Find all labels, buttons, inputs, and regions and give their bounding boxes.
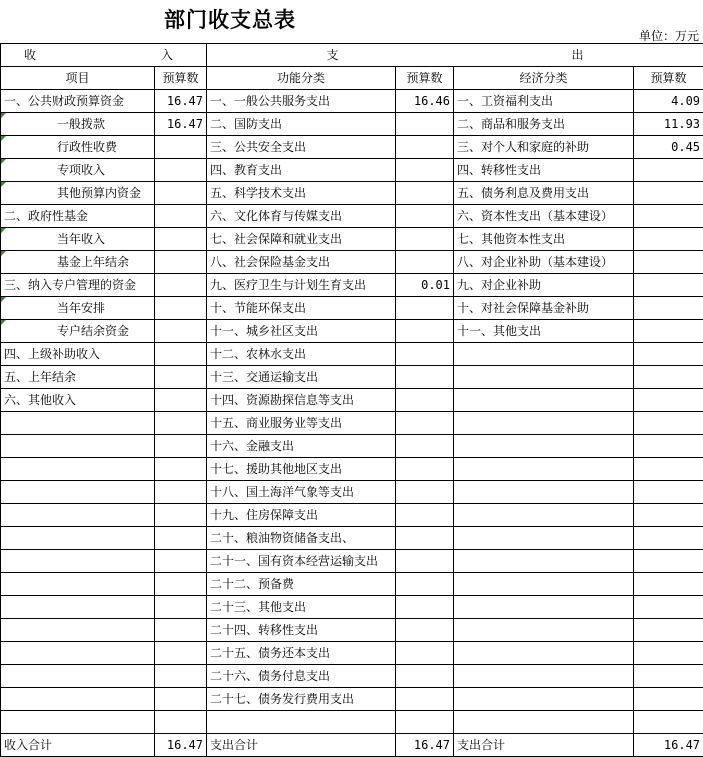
income-budget-cell (155, 182, 207, 205)
econ-item-cell: 九、对企业补助 (454, 274, 634, 297)
income-budget-cell (155, 389, 207, 412)
econ-class-header: 经济分类 (454, 67, 634, 90)
income-item-cell (1, 527, 155, 550)
econ-item-cell (454, 619, 634, 642)
func-budget-cell (396, 688, 454, 711)
func-item-cell (207, 711, 396, 734)
income-budget-cell (155, 642, 207, 665)
econ-budget-cell (634, 366, 703, 389)
income-item-cell: 一、公共财政预算资金 (1, 90, 155, 113)
income-budget-cell (155, 481, 207, 504)
econ-total-label: 支出合计 (454, 734, 634, 757)
econ-budget-cell (634, 182, 703, 205)
table-row (1, 527, 703, 550)
func-budget-cell (396, 159, 454, 182)
table-row (1, 228, 703, 251)
econ-budget-cell (634, 389, 703, 412)
func-item-cell: 十七、援助其他地区支出 (207, 458, 396, 481)
table-row (1, 596, 703, 619)
func-item-cell: 十二、农林水支出 (207, 343, 396, 366)
income-budget-cell (155, 228, 207, 251)
econ-budget-cell (634, 550, 703, 573)
func-budget-cell (396, 573, 454, 596)
income-budget-cell (155, 274, 207, 297)
income-header (1, 44, 207, 67)
income-item-cell (1, 642, 155, 665)
budget-table (0, 43, 703, 757)
table-row (1, 90, 703, 113)
econ-item-cell (454, 435, 634, 458)
income-item-cell: 专户结余资金 (1, 320, 155, 343)
func-budget-cell: 16.46 (396, 90, 454, 113)
func-total-value: 16.47 (396, 734, 454, 757)
econ-budget-cell (634, 573, 703, 596)
func-budget-cell (396, 320, 454, 343)
income-item-cell (1, 458, 155, 481)
table-row (1, 159, 703, 182)
table-row (1, 458, 703, 481)
econ-item-cell (454, 665, 634, 688)
func-item-cell: 十八、国土海洋气象等支出 (207, 481, 396, 504)
income-header-char-2: 入 (160, 48, 173, 62)
func-class-header: 功能分类 (207, 67, 396, 90)
econ-item-cell (454, 481, 634, 504)
income-item-cell: 四、上级补助收入 (1, 343, 155, 366)
income-item-cell: 专项收入 (1, 159, 155, 182)
income-budget-cell (155, 688, 207, 711)
econ-budget-cell (634, 596, 703, 619)
econ-budget-cell (634, 619, 703, 642)
econ-budget-cell (634, 711, 703, 734)
econ-item-cell: 三、对个人和家庭的补助 (454, 136, 634, 159)
income-budget-cell (155, 504, 207, 527)
income-header-char-1: 收 (24, 48, 37, 62)
econ-item-cell (454, 389, 634, 412)
table-row (1, 642, 703, 665)
income-item-cell: 二、政府性基金 (1, 205, 155, 228)
func-budget-cell (396, 136, 454, 159)
page-title: 部门收支总表 (164, 8, 296, 32)
income-item-cell (1, 481, 155, 504)
income-item-cell: 三、纳入专户管理的资金 (1, 274, 155, 297)
func-budget-header: 预算数 (396, 67, 454, 90)
func-budget-cell (396, 504, 454, 527)
expense-header (207, 44, 703, 67)
econ-budget-header: 预算数 (634, 67, 703, 90)
income-budget-cell (155, 412, 207, 435)
func-budget-cell (396, 113, 454, 136)
income-budget-cell (155, 596, 207, 619)
func-item-cell: 二十四、转移性支出 (207, 619, 396, 642)
income-item-cell: 基金上年结余 (1, 251, 155, 274)
econ-item-cell (454, 527, 634, 550)
income-item-cell (1, 688, 155, 711)
income-budget-header: 预算数 (155, 67, 207, 90)
func-item-cell: 二十七、债务发行费用支出 (207, 688, 396, 711)
econ-item-cell (454, 343, 634, 366)
income-budget-cell (155, 665, 207, 688)
table-row (1, 435, 703, 458)
func-item-cell: 三、公共安全支出 (207, 136, 396, 159)
func-item-cell: 十九、住房保障支出 (207, 504, 396, 527)
econ-item-cell: 十、对社会保障基金补助 (454, 297, 634, 320)
table-row (1, 412, 703, 435)
econ-item-cell (454, 366, 634, 389)
table-row (1, 136, 703, 159)
table-row (1, 343, 703, 366)
econ-item-cell: 四、转移性支出 (454, 159, 634, 182)
income-budget-cell (155, 711, 207, 734)
income-item-cell: 一般拨款 (1, 113, 155, 136)
econ-budget-cell (634, 297, 703, 320)
func-budget-cell: 0.01 (396, 274, 454, 297)
income-budget-cell (155, 550, 207, 573)
table-row (1, 665, 703, 688)
expense-header-char-2: 出 (571, 48, 584, 62)
func-total-label: 支出合计 (207, 734, 396, 757)
func-budget-cell (396, 481, 454, 504)
func-item-cell: 二十六、债务付息支出 (207, 665, 396, 688)
econ-item-cell (454, 550, 634, 573)
income-budget-cell (155, 573, 207, 596)
econ-item-cell: 五、债务利息及费用支出 (454, 182, 634, 205)
func-item-cell: 六、文化体育与传媒支出 (207, 205, 396, 228)
table-row (1, 550, 703, 573)
econ-budget-cell: 4.09 (634, 90, 703, 113)
item-header: 项目 (1, 67, 155, 90)
table-row (1, 481, 703, 504)
func-item-cell: 二十二、预备费 (207, 573, 396, 596)
income-item-cell (1, 435, 155, 458)
income-item-cell (1, 573, 155, 596)
func-budget-cell (396, 458, 454, 481)
econ-budget-cell: 0.45 (634, 136, 703, 159)
econ-budget-cell (634, 205, 703, 228)
table-row (1, 619, 703, 642)
func-item-cell: 十、节能环保支出 (207, 297, 396, 320)
income-budget-cell (155, 251, 207, 274)
econ-item-cell (454, 642, 634, 665)
func-budget-cell (396, 366, 454, 389)
income-budget-cell (155, 458, 207, 481)
econ-budget-cell (634, 320, 703, 343)
income-budget-cell (155, 527, 207, 550)
income-item-cell: 其他预算内资金 (1, 182, 155, 205)
expense-header-char-1: 支 (326, 48, 339, 62)
income-budget-cell (155, 366, 207, 389)
func-budget-cell (396, 412, 454, 435)
func-budget-cell (396, 527, 454, 550)
econ-item-cell (454, 596, 634, 619)
econ-item-cell (454, 458, 634, 481)
econ-total-value: 16.47 (634, 734, 703, 757)
income-item-cell: 行政性收费 (1, 136, 155, 159)
func-budget-cell (396, 343, 454, 366)
header-row-1 (1, 44, 703, 67)
econ-item-cell (454, 711, 634, 734)
table-row (1, 182, 703, 205)
econ-budget-cell (634, 251, 703, 274)
func-budget-cell (396, 711, 454, 734)
econ-budget-cell (634, 504, 703, 527)
econ-budget-cell (634, 481, 703, 504)
econ-item-cell: 七、其他资本性支出 (454, 228, 634, 251)
income-budget-cell (155, 320, 207, 343)
econ-item-cell: 十一、其他支出 (454, 320, 634, 343)
income-item-cell (1, 711, 155, 734)
income-item-cell (1, 665, 155, 688)
income-budget-cell (155, 136, 207, 159)
income-item-cell: 五、上年结余 (1, 366, 155, 389)
func-budget-cell (396, 228, 454, 251)
func-item-cell: 十一、城乡社区支出 (207, 320, 396, 343)
econ-item-cell: 八、对企业补助（基本建设） (454, 251, 634, 274)
table-row (1, 251, 703, 274)
func-item-cell: 二、国防支出 (207, 113, 396, 136)
func-item-cell: 七、社会保障和就业支出 (207, 228, 396, 251)
func-budget-cell (396, 596, 454, 619)
table-row (1, 688, 703, 711)
econ-budget-cell (634, 458, 703, 481)
income-total-value: 16.47 (155, 734, 207, 757)
func-item-cell: 十六、金融支出 (207, 435, 396, 458)
func-budget-cell (396, 642, 454, 665)
income-item-cell (1, 550, 155, 573)
income-budget-cell: 16.47 (155, 113, 207, 136)
func-item-cell: 二十一、国有资本经营运输支出 (207, 550, 396, 573)
econ-budget-cell (634, 274, 703, 297)
func-item-cell: 四、教育支出 (207, 159, 396, 182)
table-row (1, 366, 703, 389)
func-item-cell: 五、科学技术支出 (207, 182, 396, 205)
income-budget-cell (155, 205, 207, 228)
income-item-cell (1, 596, 155, 619)
table-row (1, 320, 703, 343)
econ-item-cell: 六、资本性支出（基本建设） (454, 205, 634, 228)
income-budget-cell (155, 297, 207, 320)
func-budget-cell (396, 182, 454, 205)
table-row (1, 573, 703, 596)
func-item-cell: 十四、资源勘探信息等支出 (207, 389, 396, 412)
econ-budget-cell (634, 435, 703, 458)
income-item-cell: 六、其他收入 (1, 389, 155, 412)
econ-item-cell (454, 688, 634, 711)
income-item-cell (1, 619, 155, 642)
econ-budget-cell (634, 343, 703, 366)
econ-budget-cell (634, 159, 703, 182)
table-row (1, 205, 703, 228)
econ-budget-cell (634, 228, 703, 251)
income-budget-cell (155, 159, 207, 182)
econ-budget-cell (634, 665, 703, 688)
table-row (1, 113, 703, 136)
income-budget-cell (155, 435, 207, 458)
totals-row (1, 734, 703, 757)
econ-budget-cell (634, 412, 703, 435)
header-row-2 (1, 67, 703, 90)
func-item-cell: 二十、粮油物资储备支出、 (207, 527, 396, 550)
econ-item-cell (454, 412, 634, 435)
func-budget-cell (396, 435, 454, 458)
table-row (1, 274, 703, 297)
func-budget-cell (396, 205, 454, 228)
income-item-cell (1, 412, 155, 435)
func-item-cell: 一、一般公共服务支出 (207, 90, 396, 113)
econ-budget-cell (634, 527, 703, 550)
table-row (1, 711, 703, 734)
income-item-cell: 当年安排 (1, 297, 155, 320)
income-budget-cell (155, 619, 207, 642)
income-budget-cell (155, 343, 207, 366)
table-row (1, 504, 703, 527)
func-item-cell: 二十三、其他支出 (207, 596, 396, 619)
income-item-cell: 当年收入 (1, 228, 155, 251)
func-budget-cell (396, 665, 454, 688)
func-budget-cell (396, 619, 454, 642)
econ-budget-cell (634, 642, 703, 665)
func-budget-cell (396, 251, 454, 274)
unit-label: 单位：万元 (638, 29, 699, 43)
func-item-cell: 十五、商业服务业等支出 (207, 412, 396, 435)
income-total-label: 收入合计 (1, 734, 155, 757)
func-budget-cell (396, 297, 454, 320)
econ-item-cell: 一、工资福利支出 (454, 90, 634, 113)
func-item-cell: 九、医疗卫生与计划生育支出 (207, 274, 396, 297)
func-item-cell: 二十五、债务还本支出 (207, 642, 396, 665)
table-row (1, 389, 703, 412)
func-budget-cell (396, 550, 454, 573)
income-budget-cell: 16.47 (155, 90, 207, 113)
econ-item-cell: 二、商品和服务支出 (454, 113, 634, 136)
func-item-cell: 八、社会保险基金支出 (207, 251, 396, 274)
func-item-cell: 十三、交通运输支出 (207, 366, 396, 389)
econ-budget-cell (634, 688, 703, 711)
table-row (1, 297, 703, 320)
func-budget-cell (396, 389, 454, 412)
econ-budget-cell: 11.93 (634, 113, 703, 136)
econ-item-cell (454, 504, 634, 527)
income-item-cell (1, 504, 155, 527)
econ-item-cell (454, 573, 634, 596)
